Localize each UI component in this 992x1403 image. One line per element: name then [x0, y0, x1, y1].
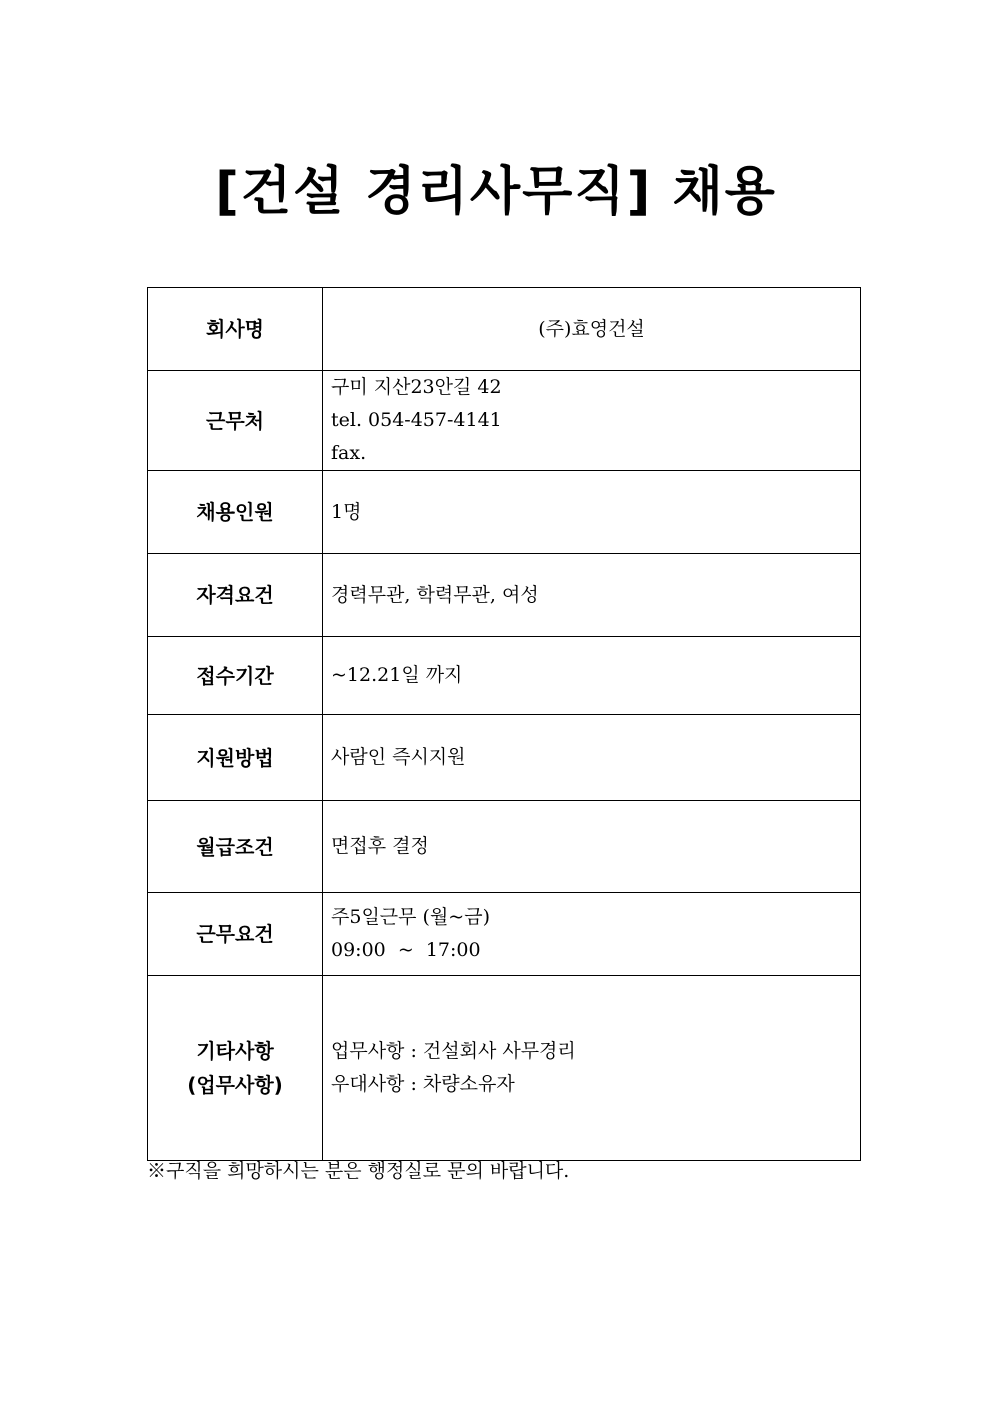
row-value [323, 801, 861, 893]
value-text: ~12.21일 까지 [331, 664, 463, 686]
row-label [148, 637, 323, 715]
value-text: 주5일근무 (월~금) [331, 906, 490, 928]
label-text: 지원방법 [196, 745, 274, 770]
table-row-application-method [148, 715, 861, 801]
table-row-headcount [148, 471, 861, 554]
value-text: 경력무관, 학력무관, 여성 [331, 583, 539, 606]
row-value [323, 471, 861, 554]
table-row-workplace [148, 371, 861, 471]
label-text: 기타사항 [196, 1039, 274, 1063]
row-value [323, 893, 861, 976]
label-text: 근무요건 [196, 922, 274, 946]
value-text: fax. [331, 442, 367, 464]
row-value [323, 976, 861, 1161]
label-text: 채용인원 [196, 500, 274, 524]
table-row-work-conditions [148, 893, 861, 976]
label-text: (업무사항) [187, 1073, 283, 1097]
value-text: 구미 지산23안길 42 [331, 376, 502, 398]
table-row-salary [148, 801, 861, 893]
value-text: 1명 [331, 500, 362, 523]
job-info-table [147, 287, 861, 1161]
value-text: 업무사항 : 건설회사 사무경리 [331, 1040, 576, 1062]
value-text: 사람인 즉시지원 [331, 746, 466, 768]
value-text: tel. 054-457-4141 [331, 409, 502, 431]
table-row-application-period [148, 637, 861, 715]
label-text: 근무처 [206, 408, 264, 433]
row-label [148, 288, 323, 371]
row-label [148, 715, 323, 801]
value-text: 09:00 ~ 17:00 [331, 939, 481, 961]
row-value [323, 288, 861, 371]
row-label [148, 371, 323, 471]
row-value [323, 637, 861, 715]
table-row-company [148, 288, 861, 371]
value-text: (주)효영건설 [538, 317, 645, 340]
label-text: 회사명 [206, 317, 264, 341]
label-text: 접수기간 [196, 663, 274, 688]
value-text: 우대사항 : 차량소유자 [331, 1073, 515, 1095]
row-label [148, 554, 323, 637]
row-value [323, 715, 861, 801]
row-label [148, 976, 323, 1161]
row-value [323, 371, 861, 471]
page-title: [건설 경리사무직] 채용 [215, 162, 777, 222]
row-label [148, 471, 323, 554]
row-label [148, 893, 323, 976]
label-text: 자격요건 [196, 583, 274, 607]
value-text: 면접후 결정 [331, 835, 429, 857]
table-row-qualification [148, 554, 861, 637]
row-label [148, 801, 323, 893]
label-text: 월급조건 [196, 834, 274, 859]
table-row-other [148, 976, 861, 1161]
row-value [323, 554, 861, 637]
footnote: ※구직을 희망하시는 분은 행정실로 문의 바랍니다. [147, 1160, 570, 1182]
